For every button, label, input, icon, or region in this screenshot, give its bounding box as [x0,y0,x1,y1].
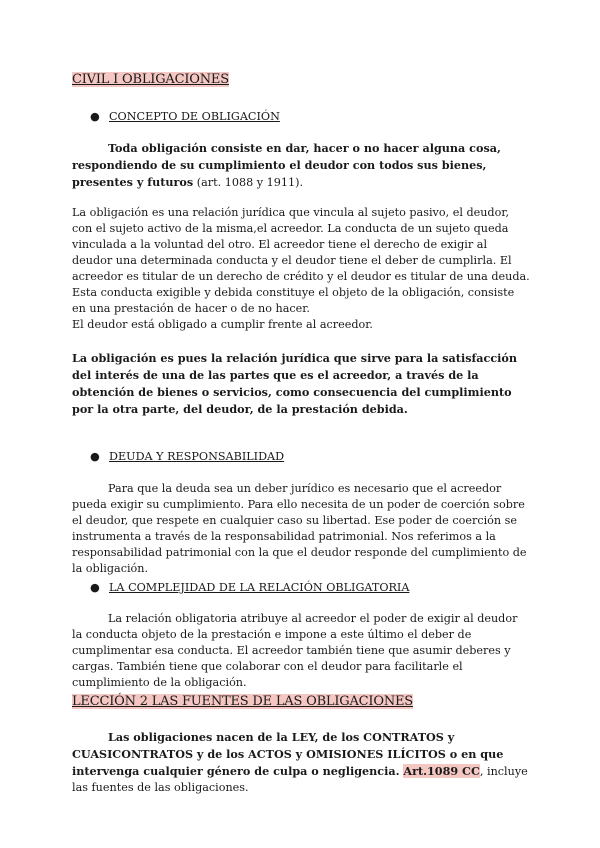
definition-bold: Toda obligación consiste en dar, hacer o no hacer alguna cosa, respondiendo de su cumplimiento el deudor con todos sus bienes, presentes y futuros [72,141,501,189]
heading-leccion-2 [72,694,530,710]
paragraph-fuentes [72,729,530,796]
bullet-icon: ● [90,581,100,594]
paragraph-definition [72,140,530,191]
paragraph-deuda [72,481,530,577]
deuda-text: Para que la deuda sea un deber jurídico es necesario que el acreedor pueda exigir su cumplimiento. Para ello necesita de un poder de coerción sobre el deudor, que respete en cualquier caso su libertad. Ese poder de coerción se instrumenta a través de la responsabilidad patrimonial. Nos referimos a la responsabilidad patrimonial con la que el deudor responde del cumplimiento de la obligación. [72,482,527,575]
bullet-label: DEUDA Y RESPONSABILIDAD [109,450,285,463]
fuentes-bold: Las obligaciones nacen de la LEY, de los CONTRATOS y CUASICONTRATOS y de los ACTOS y OMISIONES ILÍCITOS o en que intervenga cualquier género de culpa o negligencia. [72,730,504,778]
heading-civil-obligaciones [72,72,530,88]
heading-text: CIVIL I OBLIGACIONES [72,72,229,87]
definition-ref: (art. 1088 y 1911). [193,176,304,189]
bullet-icon: ● [90,450,100,463]
heading-text: LECCIÓN 2 LAS FUENTES DE LAS OBLIGACIONES [72,694,413,709]
bullet-icon: ● [90,110,100,123]
bullet-label: CONCEPTO DE OBLIGACIÓN [109,110,280,123]
bullet-label: LA COMPLEJIDAD DE LA RELACIÓN OBLIGATORIA [109,581,410,594]
paragraph-relation [72,205,530,333]
relation-text: La obligación es una relación jurídica que vincula al sujeto pasivo, el deudor, con el sujeto activo de la misma,el acreedor. La conducta de un sujeto queda vinculada a la voluntad del otro. El acreedor tiene el derecho de exigir al deudor una determinada conducta y el deudor tiene el deber de cumplirla. El acreedor es titular de un derecho de crédito y el deudor es titular de una deuda. Esta conducta exigible y debida constituye el objeto de la obligación, consiste en una prestación de hacer o de no hacer. [72,206,530,315]
paragraph-complejidad [72,611,530,691]
paragraph-summary [72,350,530,418]
fuentes-tail: , incluye las fuentes de las obligaciones. [72,765,528,794]
relation-text-2: El deudor está obligado a cumplir frente al acreedor. [72,318,373,331]
summary-bold: La obligación es pues la relación jurídica que sirve para la satisfacción del interés de una de las partes que es el acreedor, a través de la obtención de bienes o servicios, como consecuencia del cumplimiento por la otra parte, del deudor, de la prestación debida. [72,351,518,416]
complejidad-text: La relación obligatoria atribuye al acreedor el poder de exigir al deudor la conducta objeto de la prestación e impone a este último el deber de cumplimentar esa conducta. El acreedor también tiene que asumir deberes y cargas. También tiene que colaborar con el deudor para facilitarle el cumplimiento de la obligación. [72,612,518,689]
article-reference: Art.1089 CC [403,764,480,778]
